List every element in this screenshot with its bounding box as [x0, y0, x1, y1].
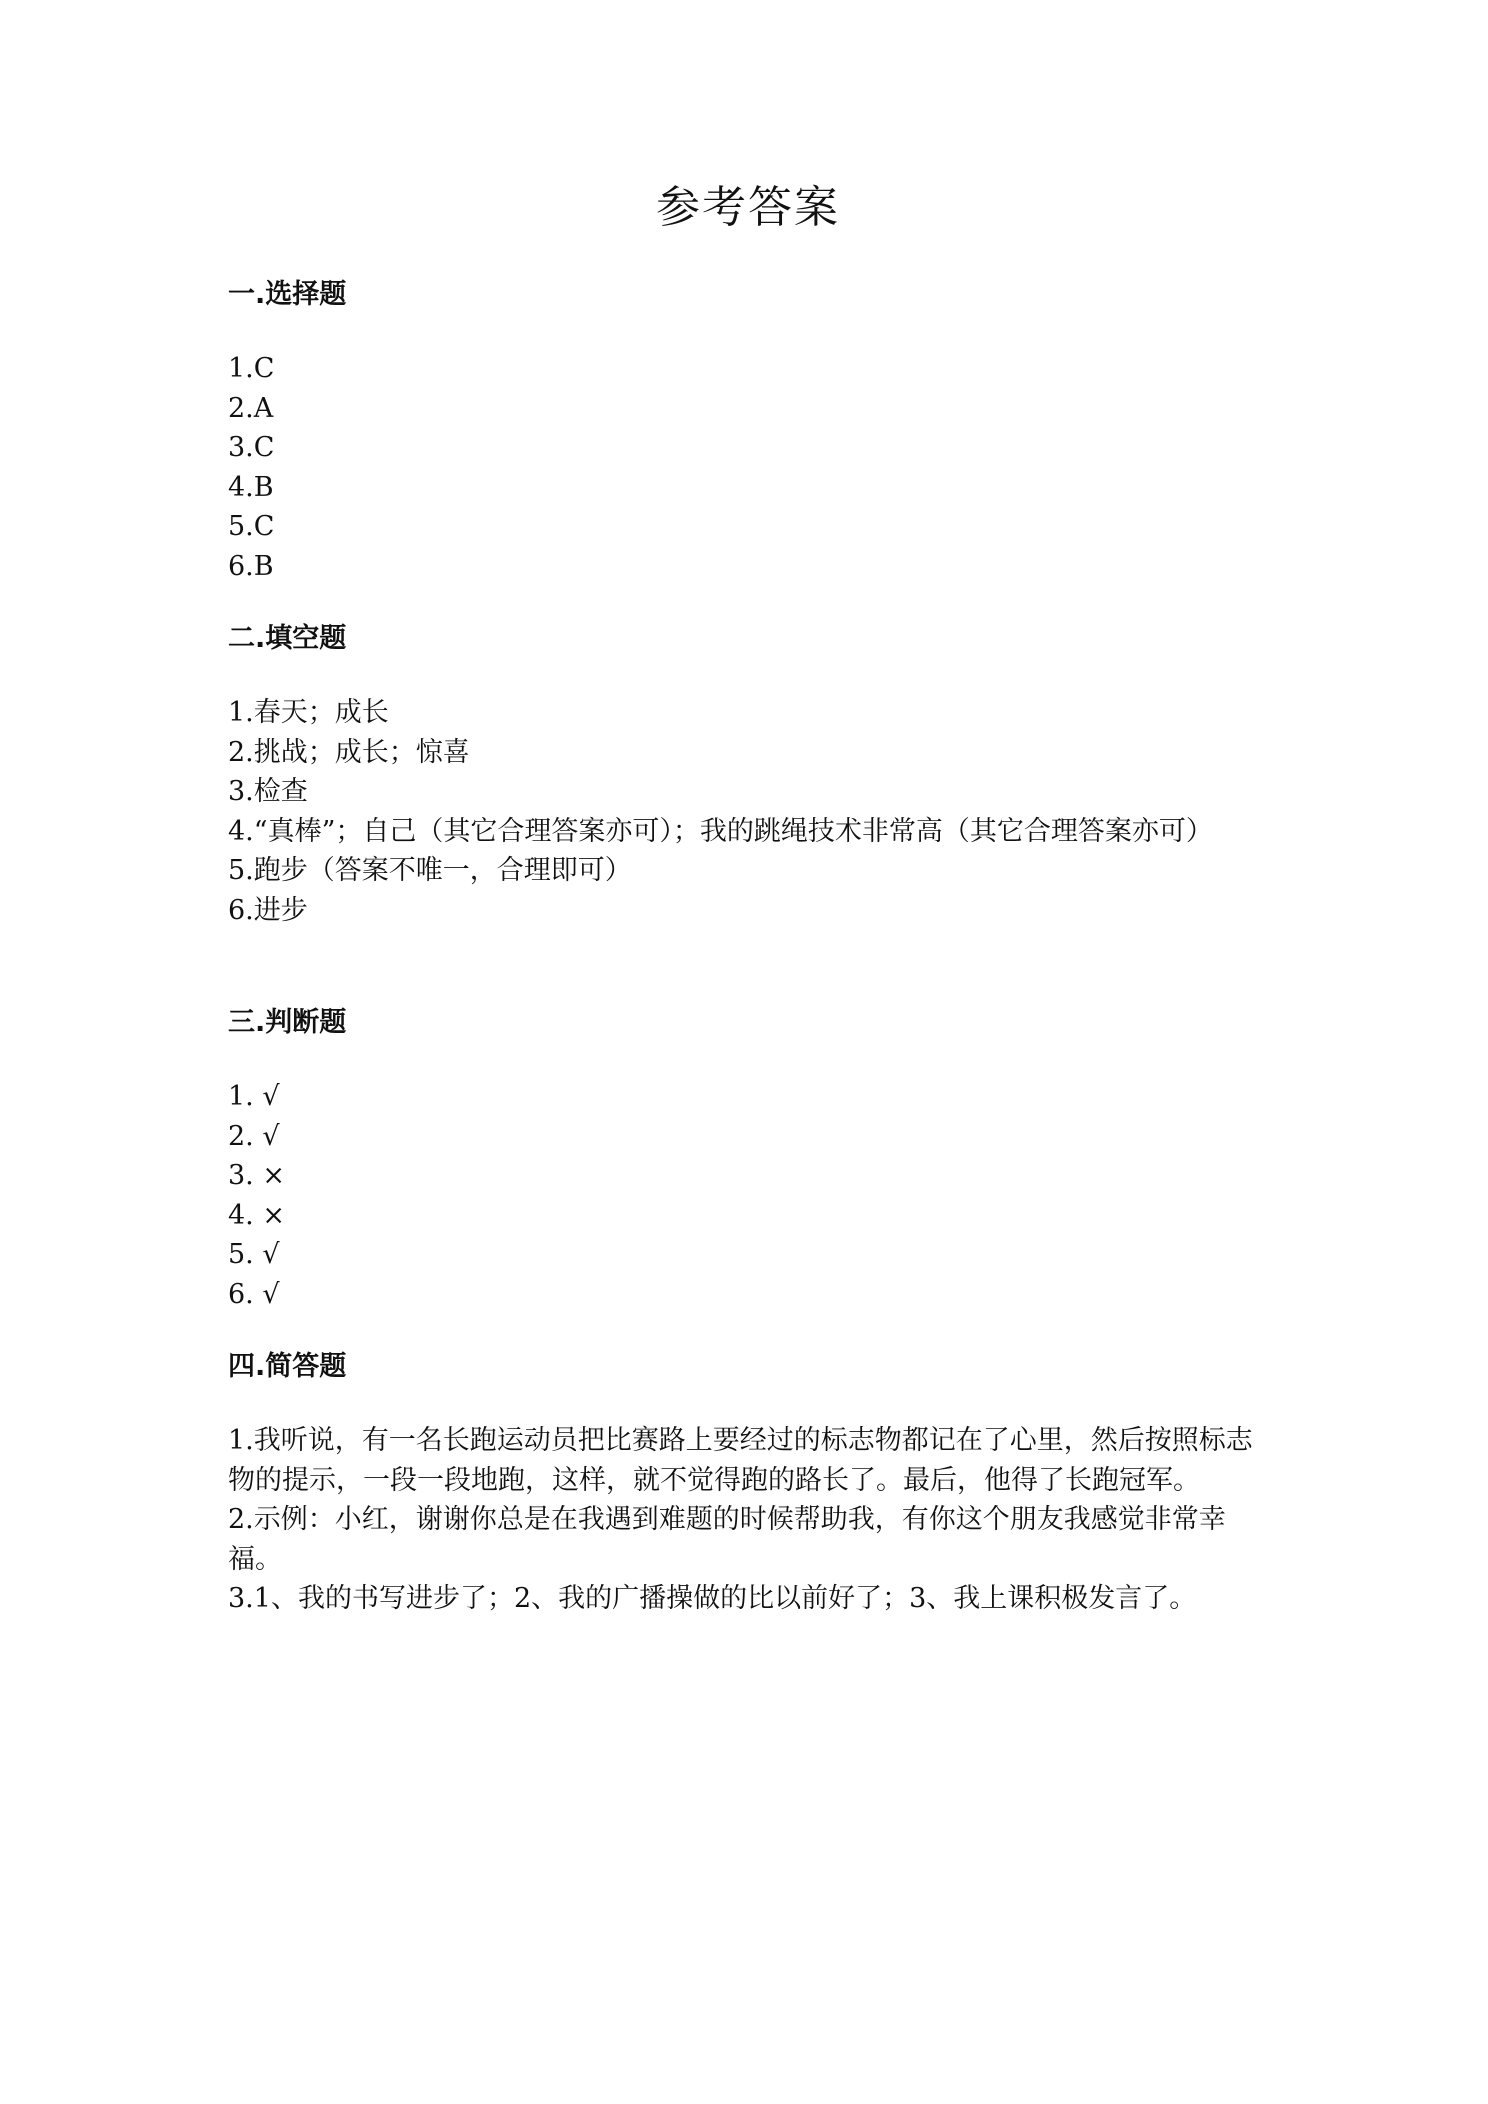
answer-item: 1. √ [228, 1081, 280, 1112]
section-short-answer [228, 1347, 1258, 1619]
answer-item: 2.示例：小红，谢谢你总是在我遇到难题的时候帮助我，有你这个朋友我感觉非常幸福。 [228, 1504, 1226, 1575]
section-heading: 一.选择题 [228, 279, 347, 310]
section-heading: 三.判断题 [228, 1007, 347, 1038]
answer-item: 4. × [228, 1199, 285, 1231]
answer-item: 3.检查 [228, 776, 308, 807]
answer-item: 2.挑战；成长；惊喜 [228, 736, 470, 768]
answer-item: 6. √ [228, 1278, 280, 1310]
answer-item: 2.A [228, 392, 274, 424]
answer-item: 1.C [228, 353, 275, 384]
answer-list [228, 349, 1258, 586]
answer-item: 6.B [228, 550, 274, 582]
answer-item: 4.B [228, 471, 274, 503]
section-heading: 二.填空题 [228, 623, 347, 654]
answer-item: 3.1、我的书写进步了；2、我的广播操做的比以前好了；3、我上课积极发言了。 [228, 1583, 1197, 1614]
section-heading: 四.简答题 [228, 1351, 347, 1382]
section-multiple-choice [228, 275, 1258, 586]
page-title: 参考答案 [656, 182, 840, 233]
answer-item: 5. √ [228, 1239, 280, 1270]
answer-item: 2. √ [228, 1120, 280, 1152]
answer-item: 4.“真棒”；自己（其它合理答案亦可）；我的跳绳技术非常高（其它合理答案亦可） [228, 815, 1213, 847]
answer-item: 1.我听说，有一名长跑运动员把比赛路上要经过的标志物都记在了心里，然后按照标志物的提示，一段一段地跑，这样，就不觉得跑的路长了。最后，他得了长跑冠军。 [228, 1425, 1253, 1496]
answer-item: 3.C [228, 432, 275, 463]
answer-item: 3. × [228, 1160, 285, 1191]
answer-list [228, 693, 1258, 930]
answer-item: 5.跑步（答案不唯一，合理即可） [228, 855, 632, 886]
answer-list [228, 1077, 1258, 1314]
section-true-false [228, 1003, 1258, 1314]
answer-item: 5.C [228, 511, 275, 542]
answer-list [228, 1421, 1258, 1619]
answer-item: 6.进步 [228, 894, 308, 926]
answer-item: 1.春天；成长 [228, 697, 389, 728]
section-fill-in-blank [228, 619, 1258, 930]
